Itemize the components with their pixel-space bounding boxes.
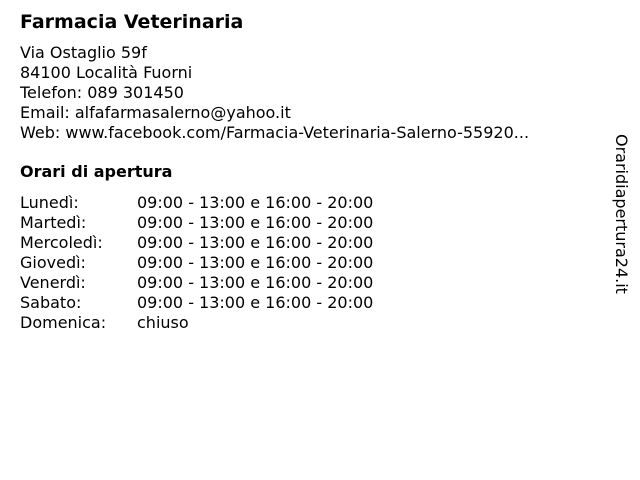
email-address[interactable]: alfafarmasalerno@yahoo.it — [74, 103, 291, 122]
hours-row-saturday — [20, 293, 600, 313]
pharmacy-name: Farmacia Veterinaria — [20, 11, 244, 33]
hours-row-tuesday — [20, 213, 600, 233]
phone-number[interactable]: 089 301450 — [87, 83, 184, 102]
hours-time: 09:00 - 13:00 e 16:00 - 20:00 — [137, 273, 374, 292]
phone-line — [20, 83, 600, 103]
hours-time: 09:00 - 13:00 e 16:00 - 20:00 — [137, 213, 374, 232]
hours-day: Domenica: — [20, 313, 107, 332]
hours-table — [20, 193, 600, 333]
hours-row-wednesday — [20, 233, 600, 253]
address-line-city: 84100 Località Fuorni — [20, 63, 193, 82]
hours-day: Martedì: — [20, 213, 87, 232]
phone-label: Telefon: — [20, 83, 83, 102]
hours-day: Mercoledì: — [20, 233, 103, 252]
email-label: Email: — [20, 103, 70, 122]
hours-row-monday — [20, 193, 600, 213]
hours-row-friday — [20, 273, 600, 293]
hours-row-thursday — [20, 253, 600, 273]
web-label: Web: — [20, 123, 61, 142]
hours-row-sunday — [20, 313, 600, 333]
hours-title: Orari di apertura — [20, 162, 173, 181]
hours-day: Venerdì: — [20, 273, 86, 292]
hours-time: 09:00 - 13:00 e 16:00 - 20:00 — [137, 233, 374, 252]
hours-day: Sabato: — [20, 293, 82, 312]
brand-side-text: Oraridiapertura24.it — [612, 134, 631, 294]
hours-day: Lunedì: — [20, 193, 79, 212]
hours-time: chiuso — [137, 313, 189, 332]
hours-time: 09:00 - 13:00 e 16:00 - 20:00 — [137, 293, 374, 312]
hours-time: 09:00 - 13:00 e 16:00 - 20:00 — [137, 193, 374, 212]
address-line-street: Via Ostaglio 59f — [20, 43, 147, 62]
web-line — [20, 123, 600, 143]
hours-time: 09:00 - 13:00 e 16:00 - 20:00 — [137, 253, 374, 272]
pharmacy-card — [20, 9, 600, 333]
email-line — [20, 103, 600, 123]
web-link[interactable]: www.facebook.com/Farmacia-Veterinaria-Salerno-55920... — [65, 123, 530, 142]
brand-watermark — [611, 134, 631, 308]
hours-day: Giovedì: — [20, 253, 86, 272]
